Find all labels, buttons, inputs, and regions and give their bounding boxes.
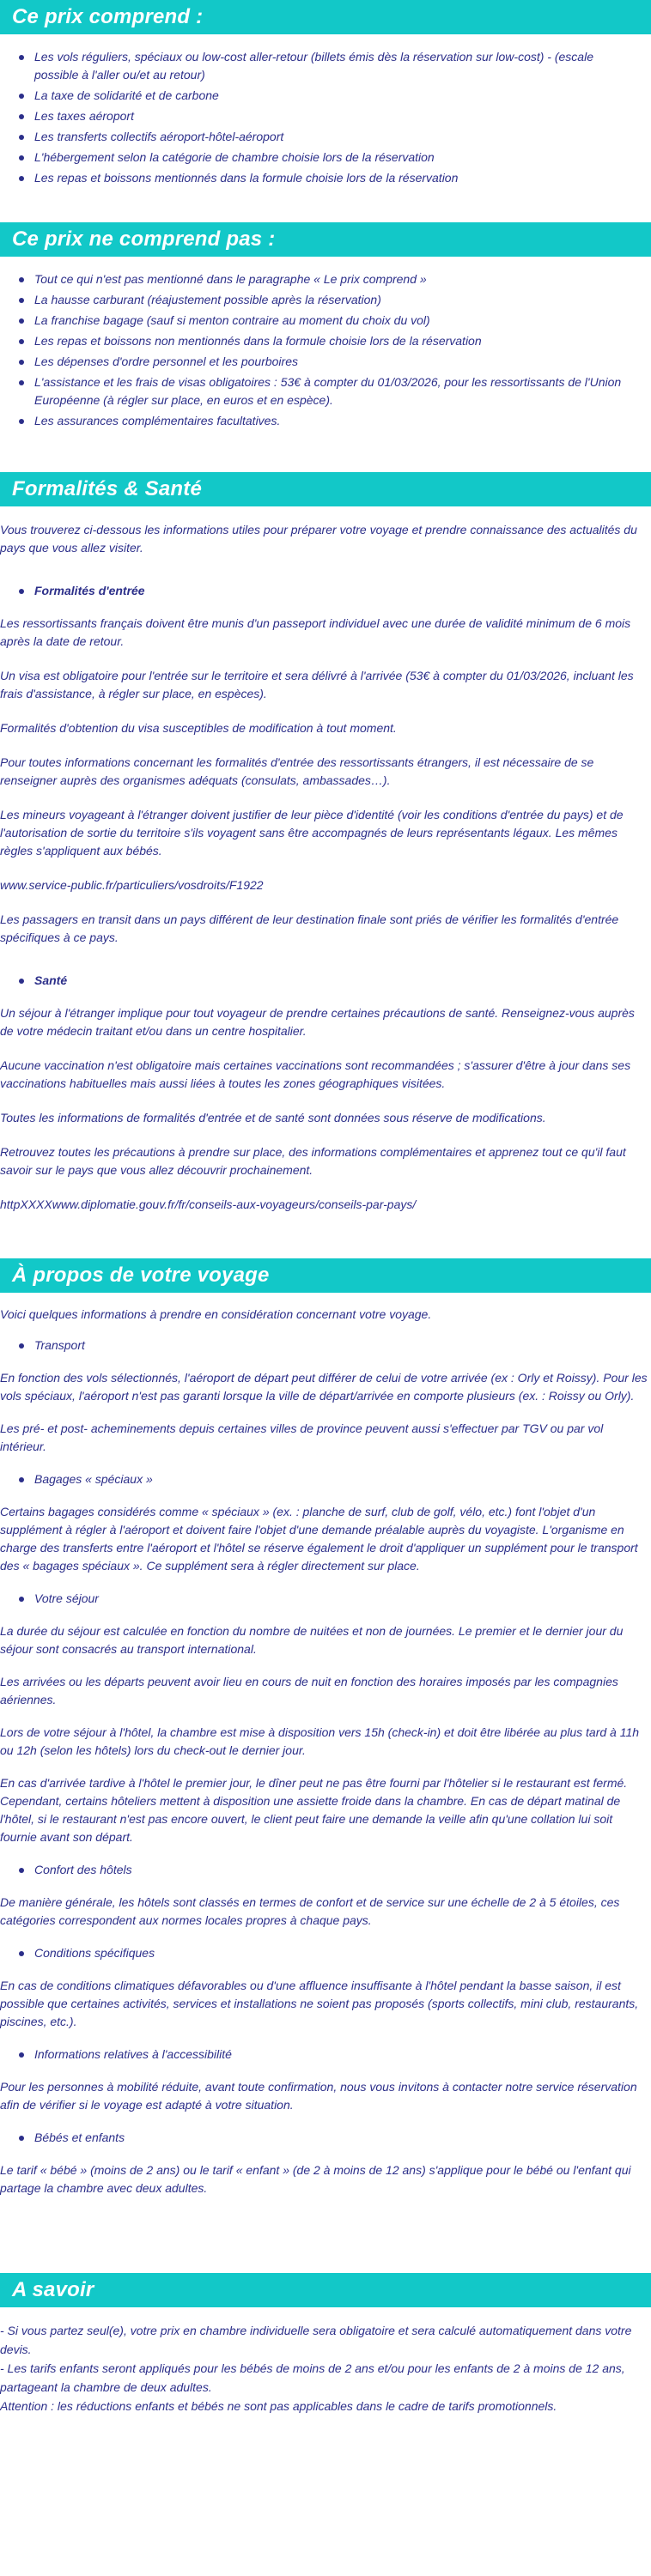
list-item-text: L'hébergement selon la catégorie de chambre choisie lors de la réservation xyxy=(34,150,435,164)
bullet-dot xyxy=(19,360,24,365)
bullet-dot xyxy=(19,176,24,181)
topic-heading xyxy=(0,1861,651,1879)
bullet-dot xyxy=(19,135,24,140)
includes-title: Ce prix comprend : xyxy=(0,0,651,34)
bullet-dot xyxy=(19,155,24,161)
list-item-text: Les dépenses d'ordre personnel et les pourboires xyxy=(34,355,298,368)
health-paragraph: Retrouvez toutes les précautions à prendre sur place, des informations complémentaires et apprenez tout ce qu'il faut savoir sur le pays que vous allez découvrir prochainement. xyxy=(0,1145,626,1177)
bullet-dot xyxy=(19,589,24,594)
list-item-text: La franchise bagage (sauf si menton contraire au moment du choix du vol) xyxy=(34,313,430,327)
bullet-dot xyxy=(19,298,24,303)
entry-paragraphs xyxy=(0,615,651,947)
topic-heading xyxy=(0,1336,651,1355)
health-paragraph: Toutes les informations de formalités d'entrée et de santé sont données sous réserve de modifications. xyxy=(0,1111,546,1124)
list-item-text: Les vols réguliers, spéciaux ou low-cost aller-retour (billets émis dès la réservation sur low-cost) - (escale possible à l'aller ou/et au retour) xyxy=(34,50,593,82)
topic-paragraph: Certains bagages considérés comme « spéciaux » (ex. : planche de surf, club de golf, vélo, etc.) font l'objet d'un supplément à régler à l'aéroport et doivent faire l'objet d'une demande préalable auprès du voyagiste. L'organisme en charge des transferts entre l'aéroport et l'hôtel se réserve également le droit d'appliquer un supplément pour le transport des « bagages spéciaux ». Ce supplément sera à régler directement sur place. xyxy=(0,1505,638,1573)
bullet-dot xyxy=(19,1343,24,1349)
topic-heading-label: Votre séjour xyxy=(34,1591,99,1605)
entry-heading-label: Formalités d'entrée xyxy=(34,584,145,597)
list-item xyxy=(0,373,637,409)
know-section xyxy=(0,2273,651,2415)
includes-section xyxy=(0,0,651,187)
topic-paragraph: Les pré- et post- acheminements depuis certaines villes de province peuvent aussi s'effectuer par TGV ou par vol intérieur. xyxy=(0,1421,604,1453)
topic-heading-label: Informations relatives à l'accessibilité xyxy=(34,2047,232,2061)
topic-heading xyxy=(0,1944,651,1962)
bullet-dot xyxy=(19,979,24,984)
list-item xyxy=(0,332,637,350)
list-item xyxy=(0,291,637,309)
health-heading-label: Santé xyxy=(34,973,68,987)
about-title: À propos de votre voyage xyxy=(0,1258,651,1293)
list-item xyxy=(0,128,637,146)
list-item xyxy=(0,312,637,330)
entry-paragraph: Les mineurs voyageant à l'étranger doivent justifier de leur pièce d'identité (voir les conditions d'entrée du pays) et de l'autorisation de sortie du territoire s'ils voyagent sans être accompagnés de leurs représentants légaux. Les mêmes règles s'appliquent aux bébés. xyxy=(0,808,624,858)
topic-paragraph: Pour les personnes à mobilité réduite, avant toute confirmation, nous vous invitons à contacter notre service réservation afin de vérifier si le voyage est adapté à votre situation. xyxy=(0,2080,637,2112)
formalities-body xyxy=(0,521,651,1214)
about-intro: Voici quelques informations à prendre en considération concernant votre voyage. xyxy=(0,1307,432,1321)
formalities-section xyxy=(0,472,651,1214)
topic-paragraph: En cas de conditions climatiques défavorables ou d'une affluence insuffisante à l'hôtel pendant la basse saison, il est possible que certaines activités, services et installations ne soient pas proposés (sports collectifs, mini club, restaurants, piscines, etc.). xyxy=(0,1979,639,2028)
list-item xyxy=(0,48,637,84)
list-item-text: Les assurances complémentaires facultatives. xyxy=(34,414,281,427)
bullet-dot xyxy=(19,1868,24,1873)
health-paragraph: Aucune vaccination n'est obligatoire mais certaines vaccinations sont recommandées ; s'assurer d'être à jour dans ses vaccinations habituelles mais aussi liées à toutes les zones géographiques visitées. xyxy=(0,1058,631,1090)
list-item-text: Les taxes aéroport xyxy=(34,109,134,123)
topic-heading-label: Transport xyxy=(34,1338,85,1352)
includes-list xyxy=(0,48,651,187)
bullet-dot xyxy=(19,318,24,324)
topic-heading xyxy=(0,1470,651,1488)
entry-paragraph: Formalités d'obtention du visa susceptibles de modification à tout moment. xyxy=(0,721,397,735)
health-paragraphs xyxy=(0,1004,651,1214)
excludes-section xyxy=(0,222,651,430)
topic-heading xyxy=(0,2046,651,2064)
know-line: Attention : les réductions enfants et bébés ne sont pas applicables dans le cadre de tarifs promotionnels. xyxy=(0,2399,557,2413)
entry-paragraph: Pour toutes informations concernant les formalités d'entrée des ressortissants étrangers, il est nécessaire de se renseigner auprès des organismes adéquats (consulats, ambassades…). xyxy=(0,755,594,787)
formalities-intro: Vous trouverez ci-dessous les informations utiles pour préparer votre voyage et prendre connaissance des actualités du pays que vous allez visiter. xyxy=(0,523,637,555)
bullet-dot xyxy=(19,419,24,424)
list-item-text: La hausse carburant (réajustement possible après la réservation) xyxy=(34,293,381,306)
know-line: - Si vous partez seul(e), votre prix en chambre individuelle sera obligatoire et sera calculé automatiquement dans votre devis. xyxy=(0,2324,632,2356)
bullet-dot xyxy=(19,2052,24,2058)
list-item xyxy=(0,169,637,187)
topic-paragraph: Lors de votre séjour à l'hôtel, la chambre est mise à disposition vers 15h (check-in) et doit être libérée au plus tard à 11h ou 12h (selon les hôtels) lors du check-out le dernier jour. xyxy=(0,1725,640,1757)
entry-paragraph: Les ressortissants français doivent être munis d'un passeport individuel avec une durée de validité minimum de 6 mois après la date de retour. xyxy=(0,616,631,648)
list-item-text: Tout ce qui n'est pas mentionné dans le paragraphe « Le prix comprend » xyxy=(34,272,427,286)
list-item-text: Les transferts collectifs aéroport-hôtel-aéroport xyxy=(34,130,284,143)
about-topics xyxy=(0,1336,651,2197)
topic-paragraph: De manière générale, les hôtels sont classés en termes de confort et de service sur une échelle de 2 à 5 étoiles, ces catégories correspondent aux normes locales propres à chaque pays. xyxy=(0,1895,620,1927)
about-section xyxy=(0,1258,651,2197)
topic-paragraph: Les arrivées ou les départs peuvent avoir lieu en cours de nuit en fonction des horaires imposés par les compagnies aériennes. xyxy=(0,1675,618,1706)
excludes-title: Ce prix ne comprend pas : xyxy=(0,222,651,257)
list-item xyxy=(0,107,637,125)
know-line: - Les tarifs enfants seront appliqués pour les bébés de moins de 2 ans et/ou pour les enfants de 2 à moins de 12 ans, partageant la chambre de deux adultes. xyxy=(0,2361,625,2394)
list-item xyxy=(0,87,637,105)
bullet-dot xyxy=(19,1951,24,1956)
bullet-dot xyxy=(19,1477,24,1482)
know-title: A savoir xyxy=(0,2273,651,2307)
health-paragraph: Un séjour à l'étranger implique pour tout voyageur de prendre certaines précautions de santé. Renseignez-vous auprès de votre médecin traitant et/ou dans un centre hospitalier. xyxy=(0,1006,635,1038)
bullet-dot xyxy=(19,1597,24,1602)
topic-paragraph: La durée du séjour est calculée en fonction du nombre de nuitées et non de journées. Le premier et le dernier jour du séjour sont consacrés au transport international. xyxy=(0,1624,624,1656)
list-item-text: Les repas et boissons mentionnés dans la formule choisie lors de la réservation xyxy=(34,171,459,185)
bullet-dot xyxy=(19,114,24,119)
entry-heading xyxy=(0,582,651,600)
topic-paragraph: En fonction des vols sélectionnés, l'aéroport de départ peut différer de celui de votre arrivée (ex : Orly et Roissy). Pour les vols spéciaux, l'aéroport n'est pas garanti lorsque la ville de départ/arrivée en comporte plusieurs (ex. : Roissy ou Orly). xyxy=(0,1371,648,1403)
health-paragraph: httpXXXXwww.diplomatie.gouv.fr/fr/conseils-aux-voyageurs/conseils-par-pays/ xyxy=(0,1197,417,1211)
formalities-title: Formalités & Santé xyxy=(0,472,651,506)
bullet-dot xyxy=(19,380,24,385)
topic-heading-label: Conditions spécifiques xyxy=(34,1946,155,1960)
topic-heading xyxy=(0,1590,651,1608)
bullet-dot xyxy=(19,339,24,344)
bullet-dot xyxy=(19,55,24,60)
list-item-text: Les repas et boissons non mentionnés dans la formule choisie lors de la réservation xyxy=(34,334,482,348)
about-body xyxy=(0,1306,651,2197)
topic-heading-label: Bagages « spéciaux » xyxy=(34,1472,153,1486)
list-item-text: La taxe de solidarité et de carbone xyxy=(34,88,219,102)
list-item xyxy=(0,412,637,430)
list-item xyxy=(0,353,637,371)
entry-paragraph: Les passagers en transit dans un pays différent de leur destination finale sont priés de vérifier les formalités d'entrée spécifiques à ce pays. xyxy=(0,912,619,944)
health-heading xyxy=(0,972,651,990)
entry-paragraph: Un visa est obligatoire pour l'entrée sur le territoire et sera délivré à l'arrivée (53€ à compter du 01/03/2026, incluant les frais d'assistance, à régler sur place, en espèces). xyxy=(0,669,634,700)
topic-heading-label: Bébés et enfants xyxy=(34,2131,125,2144)
topic-heading xyxy=(0,2129,651,2147)
excludes-list xyxy=(0,270,651,430)
bullet-dot xyxy=(19,2136,24,2141)
topic-paragraph: En cas d'arrivée tardive à l'hôtel le premier jour, le dîner peut ne pas être fourni par l'hôtelier si le restaurant est fermé. Cependant, certains hôteliers mettent à disposition une assiette froide dans la chambre. En cas de départ matinal de l'hôtel, si le restaurant n'est pas encore ouvert, le client peut faire une demande la veille afin qu'une collation lui soit fournie avant son départ. xyxy=(0,1776,628,1844)
topic-heading-label: Confort des hôtels xyxy=(34,1863,132,1876)
topic-paragraph: Le tarif « bébé » (moins de 2 ans) ou le tarif « enfant » (de 2 à moins de 12 ans) s'applique pour le bébé ou l'enfant qui partage la chambre avec deux adultes. xyxy=(0,2163,631,2195)
list-item xyxy=(0,270,637,288)
list-item xyxy=(0,148,637,167)
bullet-dot xyxy=(19,94,24,99)
bullet-dot xyxy=(19,277,24,282)
know-body xyxy=(0,2321,651,2415)
entry-paragraph: www.service-public.fr/particuliers/vosdroits/F1922 xyxy=(0,878,264,892)
list-item-text: L'assistance et les frais de visas obligatoires : 53€ à compter du 01/03/2026, pour les ressortissants de l'Union Européenne (à régler sur place, en euros et en espèce). xyxy=(34,375,622,407)
